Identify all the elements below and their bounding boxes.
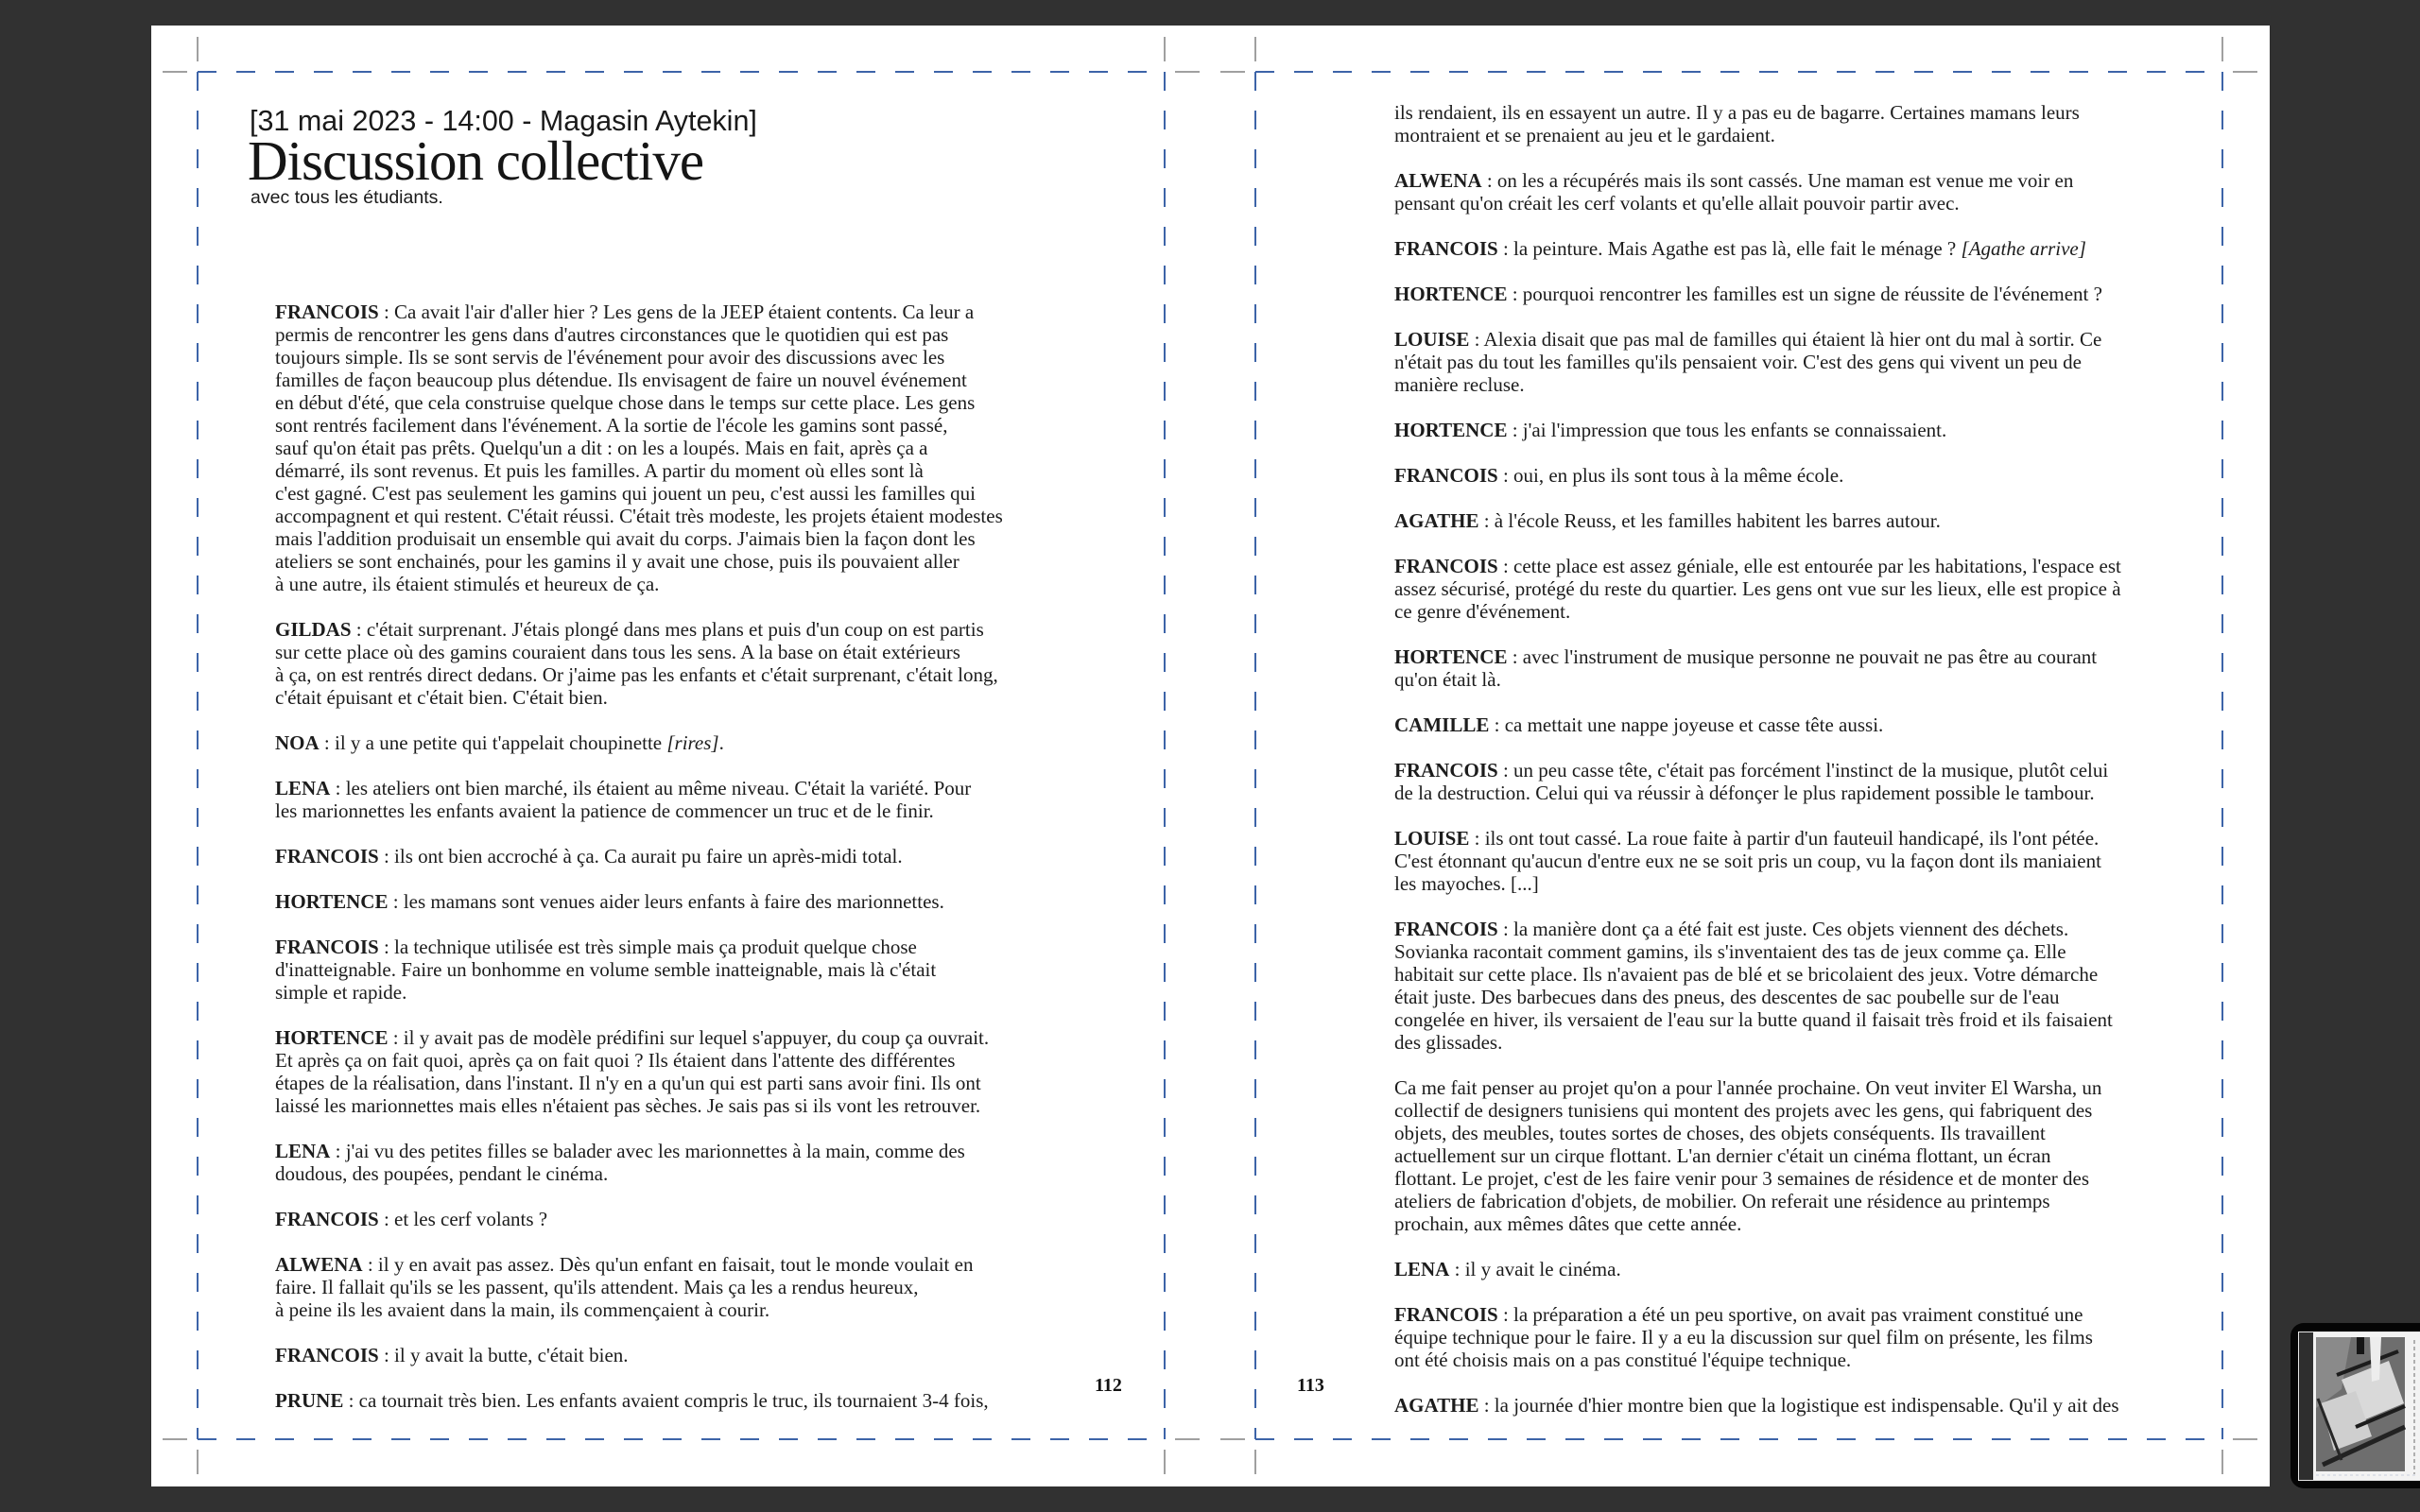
text-line <box>1394 759 2207 782</box>
line-text: montraient et se prenaient au jeu et le gardaient. <box>1394 124 1775 146</box>
line-text: les marionnettes les enfants avaient la patience de commencer un truc et de le finir. <box>275 799 934 822</box>
page-thumbnail[interactable] <box>2290 1323 2420 1488</box>
speaker-paragraph <box>275 777 1079 822</box>
text-line <box>275 346 1079 369</box>
speaker-name: NOA <box>275 731 320 754</box>
line-text: c'était épuisant et c'était bien. C'était bien. <box>275 686 608 709</box>
line-text: n'était pas du tout les familles qu'ils pensaient voir. C'est des gens qui vivent un peu de <box>1394 351 2082 373</box>
page-number-left: 112 <box>1095 1375 1122 1396</box>
text-line <box>1394 419 2207 441</box>
text-line <box>1394 124 2207 146</box>
speaker-paragraph <box>275 301 1079 595</box>
line-text: les mayoches. [...] <box>1394 872 1539 895</box>
text-line <box>1394 1099 2207 1122</box>
speaker-paragraph <box>1394 509 2207 532</box>
speaker-name: PRUNE <box>275 1389 344 1412</box>
left-page-transcript <box>275 301 1079 1412</box>
speaker-name: ALWENA <box>1394 169 1482 192</box>
speaker-name: CAMILLE <box>1394 713 1490 736</box>
line-text: : il y avait le cinéma. <box>1449 1258 1621 1280</box>
speaker-name: FRANCOIS <box>1394 464 1498 487</box>
line-text: : Ca avait l'air d'aller hier ? Les gens de la JEEP étaient contents. Ca leur a <box>378 301 975 323</box>
line-text: objets, des meubles, toutes sortes de choses, des objets conséquents. Ils travaillent <box>1394 1122 2046 1144</box>
paragraph <box>1394 1076 2207 1235</box>
line-text: ateliers de fabrication d'objets, de mobilier. On referait une résidence au printemps <box>1394 1190 2050 1212</box>
stage-direction: [Agathe arrive] <box>1961 237 2086 260</box>
text-line <box>1394 1122 2207 1144</box>
text-line <box>275 981 1079 1004</box>
speaker-name: FRANCOIS <box>1394 555 1498 577</box>
line-text: : pourquoi rencontrer les familles est un signe de réussite de l'événement ? <box>1507 283 2102 305</box>
text-line <box>1394 1076 2207 1099</box>
text-line <box>275 1026 1079 1049</box>
speaker-paragraph <box>1394 1394 2207 1417</box>
text-line <box>1394 940 2207 963</box>
line-text: étapes de la réalisation, dans l'instant. Il n'y en a qu'un qui est parti sans avoir fini. Ils ont <box>275 1072 981 1094</box>
text-line <box>1394 600 2207 623</box>
text-line <box>275 1140 1079 1162</box>
line-text: doudous, des poupées, pendant le cinéma. <box>275 1162 609 1185</box>
text-line <box>275 573 1079 595</box>
speaker-name: HORTENCE <box>1394 645 1508 668</box>
photo-leg <box>2370 1337 2381 1382</box>
line-text: sur cette place où des gamins couraient dans tous les sens. A la base on était extérieurs <box>275 641 960 663</box>
line-text: des glissades. <box>1394 1031 1503 1054</box>
speaker-paragraph <box>1394 169 2207 215</box>
speaker-name: HORTENCE <box>1394 283 1508 305</box>
speaker-paragraph <box>275 1389 1079 1412</box>
line-text: : on les a récupérés mais ils sont cassés. Une maman est venue me voir en <box>1481 169 2074 192</box>
line-text: : oui, en plus ils sont tous à la même école. <box>1497 464 1844 487</box>
text-line <box>275 641 1079 663</box>
line-text: : ils ont bien accroché à ça. Ca aurait pu faire un après-midi total. <box>378 845 903 868</box>
text-line <box>275 777 1079 799</box>
speaker-paragraph <box>275 1026 1079 1117</box>
speaker-paragraph <box>275 845 1079 868</box>
text-line <box>275 936 1079 958</box>
speaker-name: FRANCOIS <box>275 845 379 868</box>
line-text: habitait sur cette place. Ils n'avaient pas de blé et se bricolaient des jeux. Votre démarche <box>1394 963 2099 986</box>
document-subtitle: avec tous les étudiants. <box>251 187 443 208</box>
page-number-right: 113 <box>1297 1375 1324 1396</box>
line-text: Sovianka racontait comment gamins, ils s'inventaient des tas de jeux comme ça. Elle <box>1394 940 2066 963</box>
line-text: actuellement sur un cirque flottant. L'an dernier c'était un cinéma flottant, un écran <box>1394 1144 2051 1167</box>
text-line <box>275 1344 1079 1366</box>
text-line <box>1394 1303 2207 1326</box>
session-meta: [31 mai 2023 - 14:00 - Magasin Aytekin] <box>250 105 757 137</box>
speaker-paragraph <box>275 618 1079 709</box>
line-text: : ca tournait très bien. Les enfants avaient compris le truc, ils tournaient 3-4 fois, <box>343 1389 989 1412</box>
text-line <box>1394 1212 2207 1235</box>
speaker-paragraph <box>1394 555 2207 623</box>
line-text: en début d'été, que cela construise quelque chose dans le temps sur cette place. Les gens <box>275 391 976 414</box>
text-line <box>1394 328 2207 351</box>
line-text: à une autre, ils étaient stimulés et heureux de ça. <box>275 573 660 595</box>
line-text: : à l'école Reuss, et les familles habitent les barres autour. <box>1478 509 1941 532</box>
line-text: d'inatteignable. Faire un bonhomme en volume semble inatteignable, mais là c'était <box>275 958 937 981</box>
line-text: familles de façon beaucoup plus détendue. Ils envisagent de faire un nouvel événement <box>275 369 967 391</box>
text-line <box>1394 1008 2207 1031</box>
speaker-paragraph <box>1394 759 2207 804</box>
line-text: : les ateliers ont bien marché, ils étaient au même niveau. C'était la variété. Pour <box>330 777 972 799</box>
thumbnail-page <box>2313 1332 2420 1480</box>
line-text: c'est gagné. C'est pas seulement les gamins qui jouent un peu, c'est aussi les familles qui <box>275 482 976 505</box>
line-text: à ça, on est rentrés direct dedans. Or j'aime pas les enfants et c'était surprenant, c'était long, <box>275 663 998 686</box>
line-text: qu'on était là. <box>1394 668 1501 691</box>
speaker-name: LENA <box>1394 1258 1450 1280</box>
line-text: manière recluse. <box>1394 373 1525 396</box>
line-text: . <box>718 731 724 754</box>
line-text: : j'ai l'impression que tous les enfants se connaissaient. <box>1507 419 1947 441</box>
speaker-name: HORTENCE <box>1394 419 1508 441</box>
speaker-name: ALWENA <box>275 1253 363 1276</box>
line-text: : la peinture. Mais Agathe est pas là, elle fait le ménage ? <box>1497 237 1962 260</box>
line-text: : il y en avait pas assez. Dès qu'un enfant en faisait, tout le monde voulait en <box>362 1253 974 1276</box>
text-line <box>275 731 1079 754</box>
line-text: : la journée d'hier montre bien que la logistique est indispensable. Qu'il y ait des <box>1478 1394 2119 1417</box>
speaker-name: LOUISE <box>1394 328 1470 351</box>
text-line <box>275 527 1079 550</box>
text-line <box>1394 351 2207 373</box>
line-text: : il y avait pas de modèle prédifini sur lequel s'appuyer, du coup ça ouvrait. <box>388 1026 990 1049</box>
speaker-paragraph <box>1394 283 2207 305</box>
text-line <box>1394 645 2207 668</box>
line-text: ont été choisis mais on a pas constitué l'équipe technique. <box>1394 1349 1852 1371</box>
speaker-name: FRANCOIS <box>1394 1303 1498 1326</box>
line-text: de la destruction. Celui qui va réussir à défonçer le plus rapidement possible le tambour. <box>1394 782 2095 804</box>
line-text: collectif de designers tunisiens qui montent des projets avec les gens, qui fabriquent des <box>1394 1099 2093 1122</box>
speaker-paragraph <box>1394 713 2207 736</box>
text-line <box>1394 1167 2207 1190</box>
text-line <box>1394 872 2207 895</box>
text-line <box>275 505 1079 527</box>
speaker-paragraph <box>1394 918 2207 1054</box>
text-line <box>1394 237 2207 260</box>
text-line <box>1394 509 2207 532</box>
speaker-name: LENA <box>275 777 331 799</box>
line-text: : la manière dont ça a été fait est juste. Ces objets viennent des déchets. <box>1497 918 2069 940</box>
line-text: : la préparation a été un peu sportive, on avait pas vraiment constitué une <box>1497 1303 2083 1326</box>
line-text: : et les cerf volants ? <box>378 1208 548 1230</box>
line-text: C'est étonnant qu'aucun d'entre eux ne se soit pris un coup, vu la façon dont ils maniaient <box>1394 850 2101 872</box>
speaker-name: LOUISE <box>1394 827 1470 850</box>
text-line <box>275 1094 1079 1117</box>
line-text: : il y avait la butte, c'était bien. <box>378 1344 629 1366</box>
text-line <box>275 799 1079 822</box>
text-line <box>275 1253 1079 1276</box>
photo-leg <box>2357 1337 2364 1354</box>
line-text: : ils ont tout cassé. La roue faite à partir d'un fauteuil handicapé, ils l'ont pétée. <box>1469 827 2100 850</box>
text-line <box>275 663 1079 686</box>
text-line <box>275 1389 1079 1412</box>
stage-direction: [rires] <box>666 731 719 754</box>
speaker-name: FRANCOIS <box>275 1208 379 1230</box>
line-text: : un peu casse tête, c'était pas forcément l'instinct de la musique, plutôt celui <box>1497 759 2109 782</box>
speaker-name: FRANCOIS <box>275 301 379 323</box>
line-text: congelée en hiver, ils versaient de l'eau sur la butte quand il faisait très froid et ils faisaient <box>1394 1008 2113 1031</box>
text-line <box>1394 668 2207 691</box>
text-line <box>275 958 1079 981</box>
line-text: accompagnent et qui restent. C'était réussi. C'était très modeste, les projets étaient modestes <box>275 505 1003 527</box>
line-text: faire. Il fallait qu'ils se les passent, qu'ils attendent. Mais ça les a rendus heureux, <box>275 1276 919 1298</box>
text-line <box>1394 850 2207 872</box>
text-line <box>1394 713 2207 736</box>
line-text: : ca mettait une nappe joyeuse et casse tête aussi. <box>1489 713 1884 736</box>
text-line <box>1394 782 2207 804</box>
text-line <box>275 550 1079 573</box>
text-line <box>275 459 1079 482</box>
line-text: toujours simple. Ils se sont servis de l'événement pour avoir des discussions avec les <box>275 346 945 369</box>
speaker-name: FRANCOIS <box>275 1344 379 1366</box>
line-text: : j'ai vu des petites filles se balader avec les marionnettes à la main, comme des <box>330 1140 965 1162</box>
line-text: à peine ils les avaient dans la main, ils commençaient à courir. <box>275 1298 770 1321</box>
speaker-paragraph <box>275 1253 1079 1321</box>
text-line <box>1394 1258 2207 1280</box>
right-page-transcript <box>1394 101 2207 1417</box>
speaker-paragraph <box>275 1208 1079 1230</box>
speaker-name: FRANCOIS <box>1394 237 1498 260</box>
speaker-name: LENA <box>275 1140 331 1162</box>
line-text: ateliers se sont enchainés, pour les gamins il y avait une chose, puis ils pouvaient aller <box>275 550 959 573</box>
text-line <box>275 1162 1079 1185</box>
speaker-name: GILDAS <box>275 618 352 641</box>
text-line <box>275 686 1079 709</box>
speaker-paragraph <box>275 890 1079 913</box>
line-text: équipe technique pour le faire. Il y a eu la discussion sur quel film on présente, les films <box>1394 1326 2093 1349</box>
line-text: ils rendaient, ils en essayent un autre. Il y a pas eu de bagarre. Certaines mamans leurs <box>1394 101 2080 124</box>
speaker-paragraph <box>275 936 1079 1004</box>
text-line <box>1394 963 2207 986</box>
text-line <box>1394 1190 2207 1212</box>
text-line <box>275 1049 1079 1072</box>
text-line <box>275 1276 1079 1298</box>
text-line <box>275 1072 1079 1094</box>
text-line <box>1394 101 2207 124</box>
line-text: : il y a une petite qui t'appelait choupinette <box>319 731 667 754</box>
speaker-paragraph <box>1394 1258 2207 1280</box>
speaker-paragraph <box>1394 464 2207 487</box>
text-line <box>1394 1144 2207 1167</box>
text-line <box>1394 918 2207 940</box>
speaker-name: FRANCOIS <box>275 936 379 958</box>
speaker-paragraph <box>275 1344 1079 1366</box>
text-line <box>1394 283 2207 305</box>
text-line <box>1394 373 2207 396</box>
text-line <box>1394 827 2207 850</box>
line-text: assez sécurisé, protégé du reste du quartier. Les gens ont vue sur les lieux, elle est propice à <box>1394 577 2121 600</box>
text-line <box>1394 555 2207 577</box>
paragraph <box>1394 101 2207 146</box>
text-line <box>275 845 1079 868</box>
text-line <box>275 301 1079 323</box>
text-line <box>275 1298 1079 1321</box>
text-line <box>275 369 1079 391</box>
line-text: prochain, aux mêmes dâtes que cette année. <box>1394 1212 1742 1235</box>
line-text: sauf qu'on était pas prêts. Quelqu'un a dit : on les a loupés. Mais en fait, après ça a <box>275 437 928 459</box>
text-line <box>275 323 1079 346</box>
text-line <box>275 1208 1079 1230</box>
line-text: : avec l'instrument de musique personne ne pouvait ne pas être au courant <box>1507 645 2098 668</box>
text-line <box>1394 1326 2207 1349</box>
line-text: mais l'addition produisait un ensemble qui avait du corps. J'aimais bien la façon dont les <box>275 527 976 550</box>
text-line <box>1394 464 2207 487</box>
line-text: était juste. Des barbecues dans des pneus, des descentes de sac poubelle sur de l'eau <box>1394 986 2060 1008</box>
speaker-paragraph <box>1394 237 2207 260</box>
text-line <box>275 890 1079 913</box>
speaker-name: HORTENCE <box>275 890 389 913</box>
line-text: pensant qu'on créait les cerf volants et qu'elle allait pouvoir partir avec. <box>1394 192 1960 215</box>
text-line <box>1394 1031 2207 1054</box>
line-text: Et après ça on fait quoi, après ça on fait quoi ? Ils étaient dans l'attente des différentes <box>275 1049 956 1072</box>
line-text: Ca me fait penser au projet qu'on a pour l'année prochaine. On veut inviter El Warsha, un <box>1394 1076 2102 1099</box>
speaker-paragraph <box>275 731 1079 754</box>
line-text: ce genre d'événement. <box>1394 600 1571 623</box>
speaker-name: FRANCOIS <box>1394 759 1498 782</box>
speaker-paragraph <box>1394 328 2207 396</box>
line-text: simple et rapide. <box>275 981 407 1004</box>
text-line <box>275 482 1079 505</box>
line-text: permis de rencontrer les gens dans d'autres circonstances que le quotidien qui est pas <box>275 323 949 346</box>
text-line <box>1394 169 2207 192</box>
speaker-name: FRANCOIS <box>1394 918 1498 940</box>
speaker-paragraph <box>1394 1303 2207 1371</box>
text-line <box>275 391 1079 414</box>
speaker-name: AGATHE <box>1394 509 1479 532</box>
text-line <box>1394 192 2207 215</box>
speaker-paragraph <box>1394 827 2207 895</box>
text-line <box>1394 986 2207 1008</box>
speaker-name: AGATHE <box>1394 1394 1479 1417</box>
line-text: : c'était surprenant. J'étais plongé dans mes plans et puis d'un coup on est partis <box>351 618 984 641</box>
line-text: : Alexia disait que pas mal de familles qui étaient là hier ont du mal à sortir. Ce <box>1469 328 2102 351</box>
text-line <box>275 437 1079 459</box>
speaker-paragraph <box>1394 419 2207 441</box>
line-text: : les mamans sont venues aider leurs enfants à faire des marionnettes. <box>388 890 944 913</box>
text-line <box>275 618 1079 641</box>
text-line <box>1394 1394 2207 1417</box>
line-text: laissé les marionnettes mais elles n'étaient pas sèches. Je sais pas si ils vont les retrouver. <box>275 1094 981 1117</box>
text-line <box>1394 1349 2207 1371</box>
document-title: Discussion collective <box>248 129 704 192</box>
speaker-paragraph <box>1394 645 2207 691</box>
text-line <box>1394 577 2207 600</box>
speaker-name: HORTENCE <box>275 1026 389 1049</box>
text-line <box>275 414 1079 437</box>
line-text: sont rentrés facilement dans l'événement. A la sortie de l'école les gamins sont passé, <box>275 414 948 437</box>
line-text: flottant. Le projet, c'est de les faire venir pour 3 semaines de résidence et de monter des <box>1394 1167 2089 1190</box>
line-text: démarré, ils sont revenus. Et puis les familles. A partir du moment où elles sont là <box>275 459 924 482</box>
speaker-paragraph <box>275 1140 1079 1185</box>
line-text: : cette place est assez géniale, elle est entourée par les habitations, l'espace est <box>1497 555 2121 577</box>
page-thumbnail-photo-icon <box>2313 1332 2420 1480</box>
thumbnail-frame <box>2298 1332 2420 1481</box>
line-text: : la technique utilisée est très simple mais ça produit quelque chose <box>378 936 917 958</box>
